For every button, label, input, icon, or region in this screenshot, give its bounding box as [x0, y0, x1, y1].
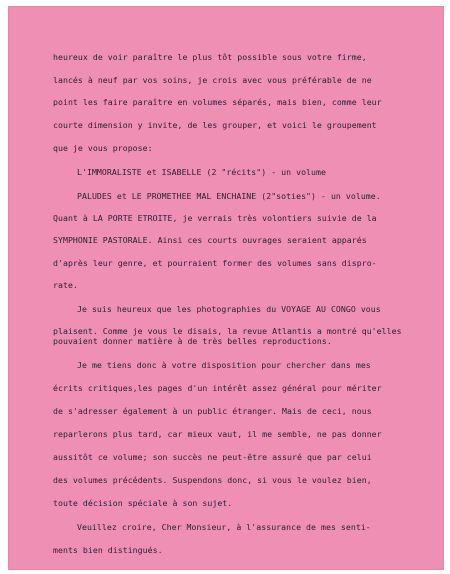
letter-line: L'IMMORALISTE et ISABELLE (2 "récits") - un volume — [77, 167, 326, 177]
letter-line: Quant à LA PORTE ETROITE, je verrais très volontiers suivie de la — [53, 213, 377, 223]
letter-line: écrits critiques,les pages d'un intérêt assez général pour mériter — [53, 383, 382, 393]
letter-line: plaisent. Comme je vous le disais, la revue Atlantis a montré qu'elles — [53, 326, 402, 336]
letter-line: Veuillez croire, Cher Monsieur, à l'assurance de mes senti- — [77, 522, 371, 532]
letter-line: Je me tiens donc à votre disposition pour chercher dans mes — [77, 360, 371, 370]
letter-line: rate. — [53, 280, 78, 290]
letter-page — [8, 6, 444, 570]
letter-line: heureux de voir paraître le plus tôt possible sous votre firme, — [53, 52, 367, 62]
letter-line: lancés à neuf par vos soins, je crois avec vous préférable de ne — [53, 75, 372, 85]
letter-line: courte dimension y invite, de les grouper, et voici le groupement — [53, 120, 377, 130]
letter-line: d'après leur genre, et pourraient former des volumes sans dispro- — [53, 258, 377, 268]
letter-line: SYMPHONIE PASTORALE. Ainsi ces courts ouvrages seraient apparés — [53, 235, 367, 245]
letter-line: point les faire paraître en volumes séparés, mais bien, comme leur — [53, 97, 382, 107]
letter-line: des volumes précédents. Suspendons donc, si vous le voulez bien, — [53, 475, 372, 485]
letter-line: que je vous propose: — [53, 143, 153, 153]
letter-line: pouvaient donner matière à de très belles reproductions. — [53, 336, 332, 346]
letter-line: ments bien distingués. — [53, 545, 163, 555]
letter-line: de s'adresser également à un public étranger. Mais de ceci, nous — [53, 406, 372, 416]
letter-line: aussitôt ce volume; son succès ne peut-être assuré que par celui — [53, 452, 372, 462]
letter-line: reparlerons plus tard, car mieux vaut, il me semble, ne pas donner — [53, 429, 382, 439]
letter-line: toute décision spéciale à son sujet. — [53, 498, 233, 508]
letter-line: Je suis heureux que les photographies du VOYAGE AU CONGO vous — [77, 304, 381, 314]
letter-line: PALUDES et LE PROMETHEE MAL ENCHAINE (2"soties") - un volume. — [77, 191, 381, 201]
